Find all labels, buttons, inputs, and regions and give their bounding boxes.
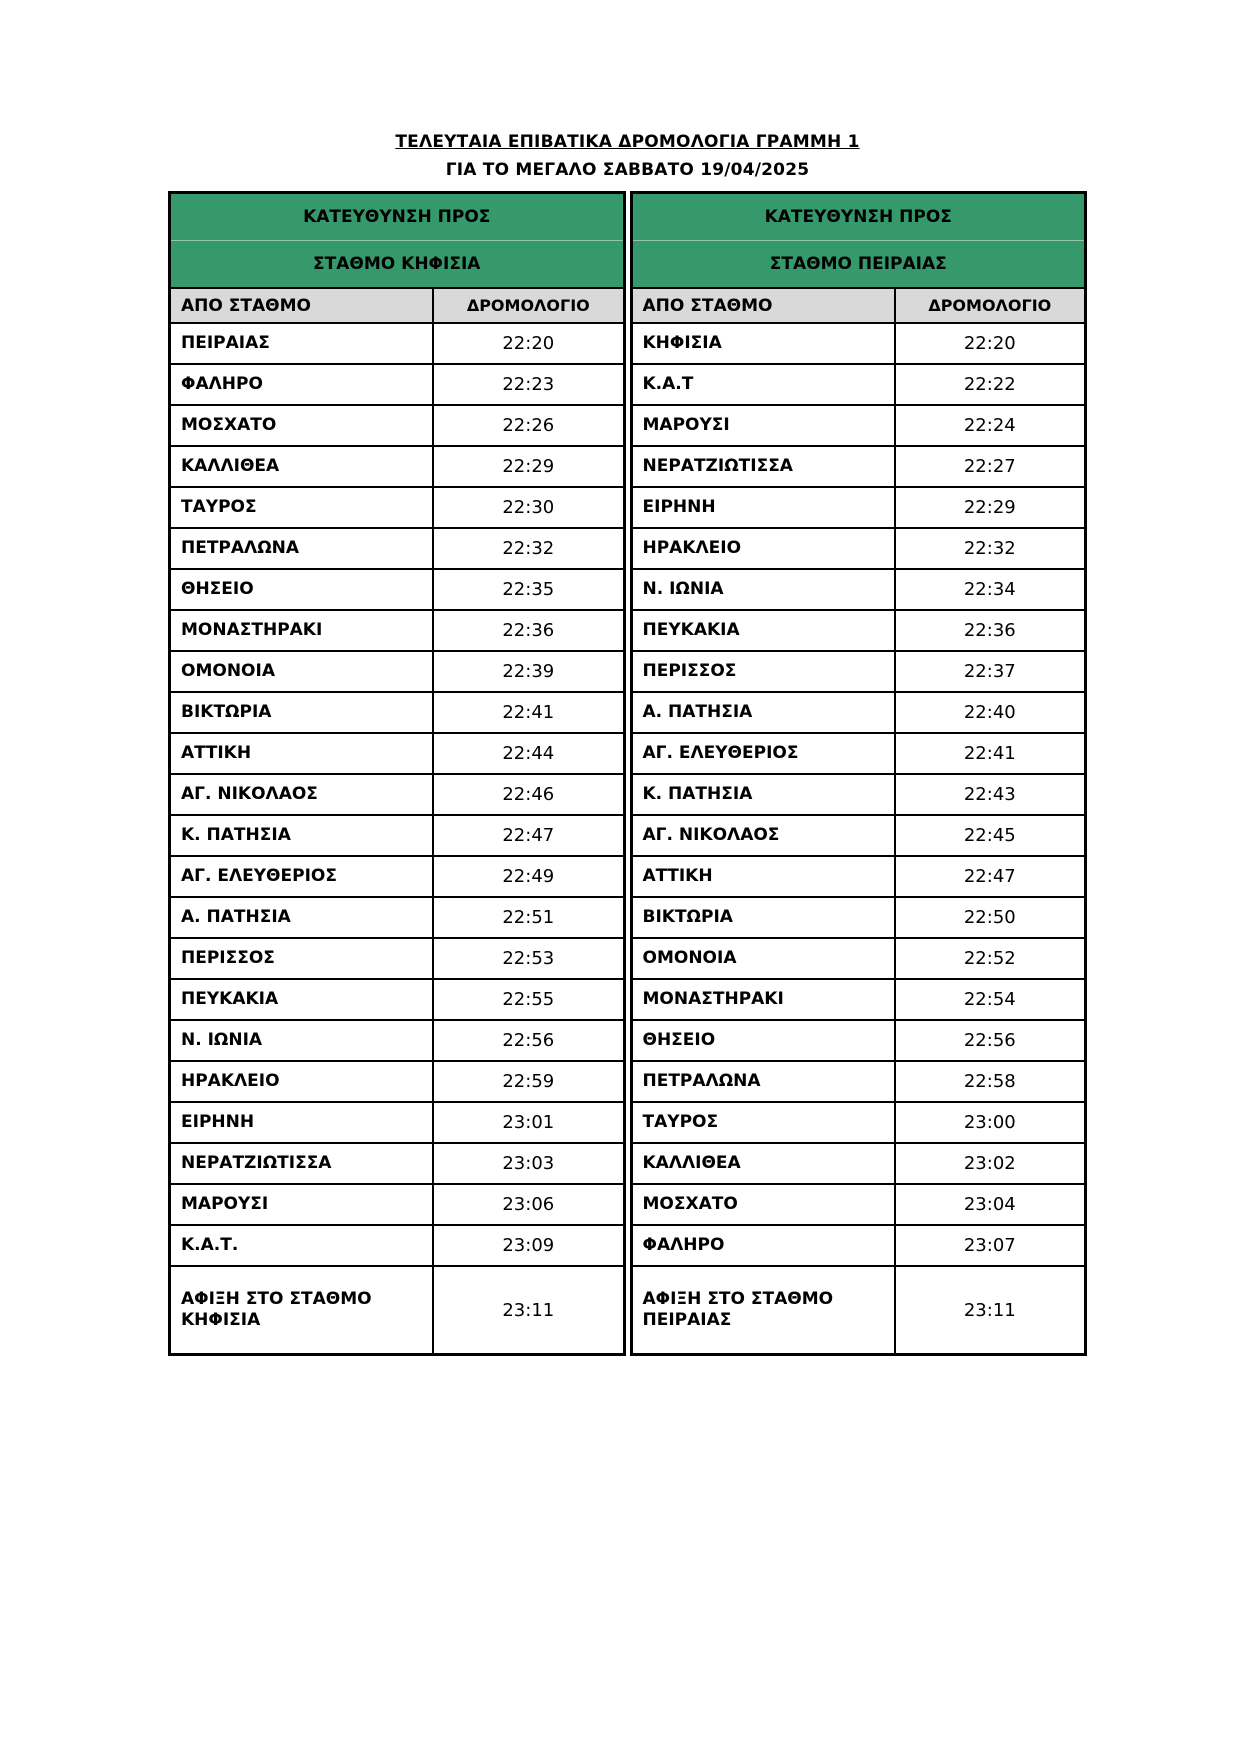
direction-line2: ΣΤΑΘΜΟ ΠΕΙΡΑΙΑΣ xyxy=(769,254,947,274)
table-row xyxy=(631,1020,1086,1061)
arrival-time-cell: 23:11 xyxy=(895,1266,1086,1355)
table-row xyxy=(170,405,625,446)
departure-time-cell: 22:23 xyxy=(433,364,624,405)
table-row xyxy=(170,897,625,938)
arrival-label-cell: ΑΦΙΞΗ ΣΤΟ ΣΤΑΘΜΟ ΚΗΦΙΣΙΑ xyxy=(170,1266,434,1355)
station-name-cell: Ν. ΙΩΝΙΑ xyxy=(170,1020,434,1061)
departure-time-cell: 22:39 xyxy=(433,651,624,692)
station-name-cell: ΟΜΟΝΟΙΑ xyxy=(631,938,895,979)
table-row xyxy=(631,692,1086,733)
station-name-cell: ΗΡΑΚΛΕΙΟ xyxy=(170,1061,434,1102)
departure-time-cell: 22:34 xyxy=(895,569,1086,610)
table-row xyxy=(631,856,1086,897)
page-title: ΤΕΛΕΥΤΑΙΑ ΕΠΙΒΑΤΙΚΑ ΔΡΟΜΟΛΟΓΙΑ ΓΡΑΜΜΗ 1 xyxy=(395,132,860,152)
table-row xyxy=(170,733,625,774)
station-name-cell: ΠΕΡΙΣΣΟΣ xyxy=(631,651,895,692)
table-row xyxy=(170,487,625,528)
column-header-station: ΑΠΟ ΣΤΑΘΜΟ xyxy=(170,288,434,323)
station-name-cell: ΗΡΑΚΛΕΙΟ xyxy=(631,528,895,569)
departure-time-cell: 22:56 xyxy=(433,1020,624,1061)
departure-time-cell: 22:37 xyxy=(895,651,1086,692)
departure-time-cell: 22:20 xyxy=(895,323,1086,364)
departure-time-cell: 22:40 xyxy=(895,692,1086,733)
column-header-station: ΑΠΟ ΣΤΑΘΜΟ xyxy=(631,288,895,323)
departure-time-cell: 22:22 xyxy=(895,364,1086,405)
station-name-cell: ΑΓ. ΝΙΚΟΛΑΟΣ xyxy=(170,774,434,815)
station-name-cell: ΝΕΡΑΤΖΙΩΤΙΣΣΑ xyxy=(631,446,895,487)
arrival-label-cell: ΑΦΙΞΗ ΣΤΟ ΣΤΑΘΜΟ ΠΕΙΡΑΙΑΣ xyxy=(631,1266,895,1355)
departure-time-cell: 22:46 xyxy=(433,774,624,815)
table-row xyxy=(631,1061,1086,1102)
table-row xyxy=(170,364,625,405)
station-name-cell: ΠΕΤΡΑΛΩΝΑ xyxy=(170,528,434,569)
table-row xyxy=(170,651,625,692)
table-row xyxy=(170,1102,625,1143)
timetable-body xyxy=(170,323,625,1355)
station-name-cell: ΠΕΥΚΑΚΙΑ xyxy=(170,979,434,1020)
station-name-cell: ΑΓ. ΕΛΕΥΘΕΡΙΟΣ xyxy=(631,733,895,774)
station-name-cell: ΕΙΡΗΝΗ xyxy=(170,1102,434,1143)
station-name-cell: ΑΓ. ΝΙΚΟΛΑΟΣ xyxy=(631,815,895,856)
departure-time-cell: 22:59 xyxy=(433,1061,624,1102)
departure-time-cell: 22:24 xyxy=(895,405,1086,446)
departure-time-cell: 22:32 xyxy=(895,528,1086,569)
table-row xyxy=(631,897,1086,938)
table-row xyxy=(631,1102,1086,1143)
direction-header-cell xyxy=(170,193,625,289)
station-name-cell: ΜΑΡΟΥΣΙ xyxy=(170,1184,434,1225)
departure-time-cell: 22:36 xyxy=(895,610,1086,651)
table-row xyxy=(631,569,1086,610)
direction-station-label xyxy=(171,241,623,287)
arrival-row xyxy=(170,1266,625,1355)
station-name-cell: Ν. ΙΩΝΙΑ xyxy=(631,569,895,610)
table-row xyxy=(631,774,1086,815)
station-name-cell: Α. ΠΑΤΗΣΙΑ xyxy=(170,897,434,938)
column-header-time: ΔΡΟΜΟΛΟΓΙΟ xyxy=(895,288,1086,323)
departure-time-cell: 22:35 xyxy=(433,569,624,610)
station-name-cell: ΜΑΡΟΥΣΙ xyxy=(631,405,895,446)
table-row xyxy=(170,528,625,569)
timetable-half xyxy=(630,191,1088,1356)
station-name-cell: ΘΗΣΕΙΟ xyxy=(170,569,434,610)
page-subtitle: ΓΙΑ ΤΟ ΜΕΓΑΛΟ ΣΑΒΒΑΤΟ 19/04/2025 xyxy=(445,160,810,180)
direction-line1: ΚΑΤΕΥΘΥΝΣΗ ΠΡΟΣ xyxy=(303,207,491,227)
table-row xyxy=(631,1143,1086,1184)
station-name-cell: ΜΟΝΑΣΤΗΡΑΚΙ xyxy=(631,979,895,1020)
arrival-row xyxy=(631,1266,1086,1355)
station-name-cell: ΤΑΥΡΟΣ xyxy=(170,487,434,528)
station-name-cell: ΚΑΛΛΙΘΕΑ xyxy=(170,446,434,487)
table-row xyxy=(170,446,625,487)
station-name-cell: ΠΕΡΙΣΣΟΣ xyxy=(170,938,434,979)
station-name-cell: ΚΗΦΙΣΙΑ xyxy=(631,323,895,364)
station-name-cell: ΦΑΛΗΡΟ xyxy=(631,1225,895,1266)
direction-label xyxy=(633,194,1085,241)
table-row xyxy=(631,1184,1086,1225)
station-name-cell: ΜΟΝΑΣΤΗΡΑΚΙ xyxy=(170,610,434,651)
departure-time-cell: 22:44 xyxy=(433,733,624,774)
departure-time-cell: 23:07 xyxy=(895,1225,1086,1266)
table-row xyxy=(170,1061,625,1102)
departure-time-cell: 22:20 xyxy=(433,323,624,364)
direction-station-label xyxy=(633,241,1085,287)
station-name-cell: ΑΤΤΙΚΗ xyxy=(631,856,895,897)
station-name-cell: ΒΙΚΤΩΡΙΑ xyxy=(631,897,895,938)
arrival-time-cell: 23:11 xyxy=(433,1266,624,1355)
column-header-time: ΔΡΟΜΟΛΟΓΙΟ xyxy=(433,288,624,323)
station-name-cell: ΕΙΡΗΝΗ xyxy=(631,487,895,528)
table-row xyxy=(631,610,1086,651)
table-row xyxy=(170,856,625,897)
table-row xyxy=(631,364,1086,405)
departure-time-cell: 22:50 xyxy=(895,897,1086,938)
table-row xyxy=(170,692,625,733)
column-header-row xyxy=(631,288,1086,323)
table-row xyxy=(170,1225,625,1266)
departure-time-cell: 22:54 xyxy=(895,979,1086,1020)
table-row xyxy=(631,528,1086,569)
station-name-cell: ΜΟΣΧΑΤΟ xyxy=(170,405,434,446)
departure-time-cell: 22:49 xyxy=(433,856,624,897)
departure-time-cell: 22:47 xyxy=(433,815,624,856)
departure-time-cell: 22:47 xyxy=(895,856,1086,897)
direction-header-row xyxy=(631,193,1086,289)
station-name-cell: ΟΜΟΝΟΙΑ xyxy=(170,651,434,692)
departure-time-cell: 22:27 xyxy=(895,446,1086,487)
table-row xyxy=(170,610,625,651)
departure-time-cell: 23:01 xyxy=(433,1102,624,1143)
table-row xyxy=(631,979,1086,1020)
direction-header-row xyxy=(170,193,625,289)
station-name-cell: ΚΑΛΛΙΘΕΑ xyxy=(631,1143,895,1184)
station-name-cell: ΜΟΣΧΑΤΟ xyxy=(631,1184,895,1225)
table-row xyxy=(170,938,625,979)
departure-time-cell: 22:45 xyxy=(895,815,1086,856)
direction-line1: ΚΑΤΕΥΘΥΝΣΗ ΠΡΟΣ xyxy=(764,207,952,227)
timetable-document xyxy=(168,132,1087,1356)
departure-time-cell: 22:56 xyxy=(895,1020,1086,1061)
timetable xyxy=(168,191,1087,1356)
departure-time-cell: 22:32 xyxy=(433,528,624,569)
table-row xyxy=(170,979,625,1020)
station-name-cell: ΠΕΤΡΑΛΩΝΑ xyxy=(631,1061,895,1102)
station-name-cell: ΒΙΚΤΩΡΙΑ xyxy=(170,692,434,733)
table-row xyxy=(631,487,1086,528)
table-row xyxy=(631,1225,1086,1266)
station-name-cell: ΤΑΥΡΟΣ xyxy=(631,1102,895,1143)
table-row xyxy=(631,733,1086,774)
table-row xyxy=(170,1020,625,1061)
table-row xyxy=(170,569,625,610)
table-row xyxy=(631,323,1086,364)
table-row xyxy=(170,815,625,856)
timetable-half xyxy=(168,191,626,1356)
station-name-cell: ΑΓ. ΕΛΕΥΘΕΡΙΟΣ xyxy=(170,856,434,897)
departure-time-cell: 22:36 xyxy=(433,610,624,651)
departure-time-cell: 23:09 xyxy=(433,1225,624,1266)
departure-time-cell: 22:26 xyxy=(433,405,624,446)
table-row xyxy=(631,446,1086,487)
departure-time-cell: 22:41 xyxy=(433,692,624,733)
departure-time-cell: 22:51 xyxy=(433,897,624,938)
station-name-cell: Α. ΠΑΤΗΣΙΑ xyxy=(631,692,895,733)
departure-time-cell: 22:30 xyxy=(433,487,624,528)
station-name-cell: ΑΤΤΙΚΗ xyxy=(170,733,434,774)
departure-time-cell: 23:03 xyxy=(433,1143,624,1184)
table-row xyxy=(631,938,1086,979)
station-name-cell: ΠΕΥΚΑΚΙΑ xyxy=(631,610,895,651)
timetable-body xyxy=(631,323,1086,1355)
direction-label xyxy=(171,194,623,241)
departure-time-cell: 22:43 xyxy=(895,774,1086,815)
column-header-row xyxy=(170,288,625,323)
departure-time-cell: 23:02 xyxy=(895,1143,1086,1184)
station-name-cell: ΠΕΙΡΑΙΑΣ xyxy=(170,323,434,364)
station-name-cell: ΝΕΡΑΤΖΙΩΤΙΣΣΑ xyxy=(170,1143,434,1184)
table-row xyxy=(631,815,1086,856)
direction-line2: ΣΤΑΘΜΟ ΚΗΦΙΣΙΑ xyxy=(313,254,481,274)
table-row xyxy=(631,405,1086,446)
station-name-cell: ΦΑΛΗΡΟ xyxy=(170,364,434,405)
station-name-cell: Κ. ΠΑΤΗΣΙΑ xyxy=(631,774,895,815)
station-name-cell: Κ. ΠΑΤΗΣΙΑ xyxy=(170,815,434,856)
departure-time-cell: 22:53 xyxy=(433,938,624,979)
station-name-cell: Κ.Α.Τ xyxy=(631,364,895,405)
departure-time-cell: 22:41 xyxy=(895,733,1086,774)
departure-time-cell: 22:58 xyxy=(895,1061,1086,1102)
departure-time-cell: 23:04 xyxy=(895,1184,1086,1225)
station-name-cell: Κ.Α.Τ. xyxy=(170,1225,434,1266)
departure-time-cell: 22:55 xyxy=(433,979,624,1020)
table-row xyxy=(170,1143,625,1184)
departure-time-cell: 23:06 xyxy=(433,1184,624,1225)
departure-time-cell: 22:29 xyxy=(895,487,1086,528)
table-row xyxy=(631,651,1086,692)
direction-header-cell xyxy=(631,193,1086,289)
departure-time-cell: 22:52 xyxy=(895,938,1086,979)
departure-time-cell: 23:00 xyxy=(895,1102,1086,1143)
table-row xyxy=(170,774,625,815)
station-name-cell: ΘΗΣΕΙΟ xyxy=(631,1020,895,1061)
table-row xyxy=(170,323,625,364)
table-row xyxy=(170,1184,625,1225)
departure-time-cell: 22:29 xyxy=(433,446,624,487)
